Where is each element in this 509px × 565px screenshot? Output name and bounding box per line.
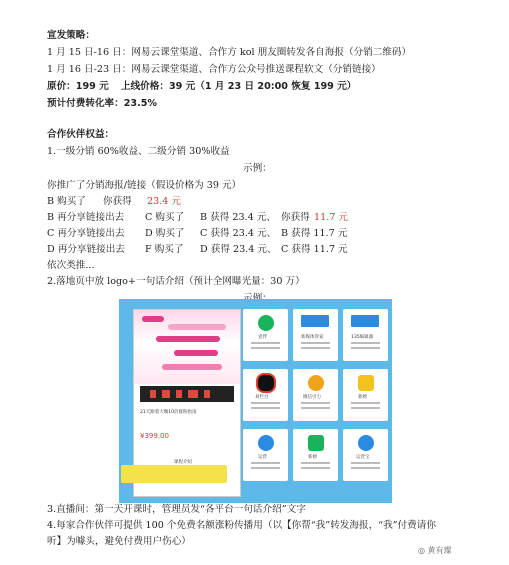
item-1: 1.一级分销 60%收益、二级分销 30%收益: [47, 146, 230, 157]
row-buyer: F 购买了: [145, 244, 184, 255]
item-4-line-2: 听】为噱头，避免付费用户伤心）: [47, 536, 191, 547]
original-price: 原价：199 元: [47, 81, 109, 92]
row-buyer: D 购买了: [145, 228, 185, 239]
watermark: [418, 545, 452, 556]
partner-card: [293, 309, 338, 361]
row-buyer: C 购买了: [145, 212, 185, 223]
row-actor: B 购买了: [47, 196, 86, 207]
yellow-banner: [121, 465, 227, 483]
partner-collage-image: [119, 299, 392, 503]
partner-card: [293, 369, 338, 421]
row-actor: C 再分享链接出去: [47, 228, 125, 239]
row-gain-2-label: 你获得: [281, 212, 310, 223]
partner-logo: [358, 375, 374, 391]
phone-price: ¥399.00: [140, 432, 169, 440]
watermark-text: 黄有璨: [427, 546, 452, 555]
example-intro: 你推广了分销海报/链接（假设价格为 39 元）: [47, 180, 242, 191]
item-4-line-1: 4.每家合作伙伴可提供 100 个免费名额涨粉传播用（以【你帮“我”转发海报，“我”付费请你: [47, 520, 436, 531]
row-actor: D 再分享链接出去: [47, 244, 125, 255]
wechat-icon: ◎: [418, 546, 425, 555]
row-gain-1: B 获得 23.4 元、: [200, 212, 276, 223]
partner-card: [293, 429, 338, 481]
partner-card: [243, 309, 288, 361]
partner-name: 运营宝: [356, 455, 370, 460]
row-gain-label: 你获得: [103, 196, 132, 207]
partner-card: [243, 429, 288, 481]
partner-logo: [258, 435, 274, 451]
partner-name: 135编辑器: [351, 335, 374, 340]
partner-name: 壹伴: [258, 335, 267, 340]
partner-logo: [308, 435, 324, 451]
partner-logo: [308, 375, 324, 391]
partner-name: 新榜: [308, 455, 317, 460]
example-label: 示例：: [243, 163, 272, 174]
launch-price: 上线价格：39 元（1 月 23 日 20:00 恢复 199 元）: [121, 81, 357, 92]
conversion-rate: 预计付费转化率：23.5%: [47, 98, 158, 109]
row-gain-2: B 获得 11.7 元: [281, 228, 348, 239]
item-3: 3.直播间：第一天开课时，管理员发“各平台一句话介绍”文字: [47, 504, 306, 515]
partner-logo: [301, 315, 329, 327]
partner-name: 运营: [258, 455, 267, 460]
text-line-2: 1 月 16 日-23 日：网易云课堂渠道、合作方公众号推送课程软文（分销链接）: [47, 64, 381, 75]
partner-card: [343, 429, 388, 481]
text-line-1: 1 月 15 日-16 日：网易云课堂渠道、合作方 kol 朋友圈转发各自海报（分销二维码）: [47, 47, 412, 58]
partner-name: 易栏目: [255, 395, 269, 400]
item-2: 2.落地页中放 logo+一句话介绍（预计全网曝光量：30 万）: [47, 276, 305, 287]
etc-text: 依次类推...: [47, 260, 95, 271]
video-player: [140, 386, 234, 402]
phone-course-title: 21天跟着大咖10倍涨粉指南: [140, 410, 197, 415]
row-actor: B 再分享链接出去: [47, 212, 125, 223]
partner-card: [343, 369, 388, 421]
heading-promotion: 宣发策略：: [47, 30, 95, 41]
phone-banner: [134, 310, 240, 384]
row-gain-1: D 获得 23.4 元、: [200, 244, 277, 255]
row-gain-1: C 获得 23.4 元、: [200, 228, 277, 239]
partner-logo: [258, 315, 274, 331]
partner-card: [343, 309, 388, 361]
row-gain-amount: 23.4 元: [147, 196, 182, 207]
partner-name: 新媒体管家: [301, 335, 324, 340]
row-gain-2-amount: 11.7 元: [314, 212, 349, 223]
partner-logo: [358, 435, 374, 451]
partner-logo: [256, 373, 276, 393]
partner-name: 微信引力: [303, 395, 321, 400]
phone-tab: 课程介绍: [174, 460, 192, 465]
partner-name: 新榜: [358, 395, 367, 400]
row-gain-2: C 获得 11.7 元: [281, 244, 348, 255]
partner-logo: [351, 315, 379, 327]
heading-partner-rights: 合作伙伴权益：: [47, 129, 115, 140]
partner-card: [243, 369, 288, 421]
